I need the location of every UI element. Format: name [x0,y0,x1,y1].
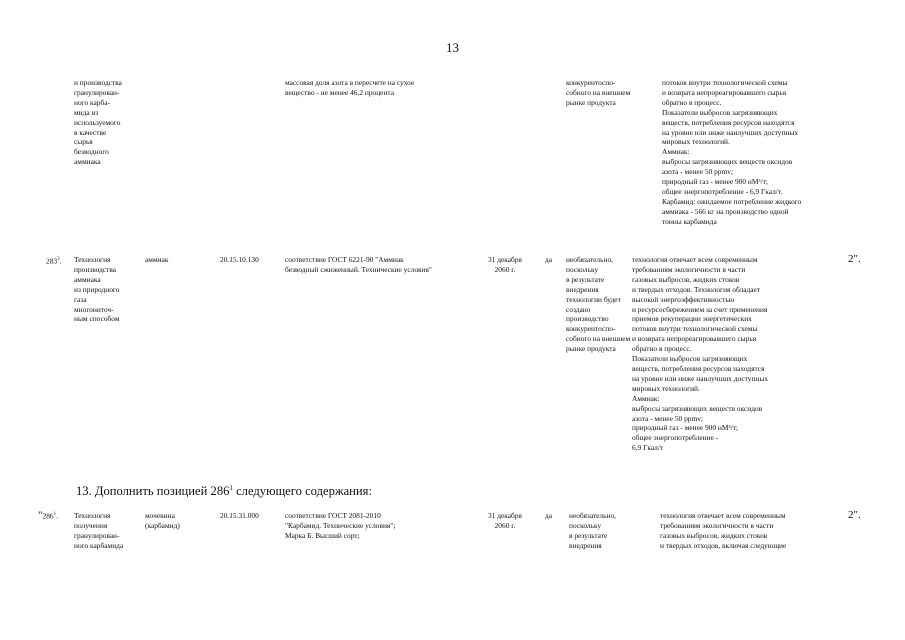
heading-sup: 1 [229,484,233,492]
position-sup: 3 [57,257,60,262]
position-main: 283 [46,256,58,266]
closing-quote: ". [853,253,861,265]
position-main: 286 [42,511,54,521]
heading-post: следующего содержания: [232,484,372,499]
technology-cell: Технология производства аммиака из природного газа многониточ- ным способом [74,255,120,324]
standard-cell: массовая доля азота в пересчете на сухое вещество - не менее 46,2 процента [285,78,415,97]
closing-quote: ". [853,509,861,521]
last-col-value: 2 [848,253,854,265]
open-quote: " [38,509,43,522]
position-dot: . [56,511,58,521]
position-dot: . [59,256,62,266]
page-number: 13 [446,40,459,55]
code-cell: 20.15.10.130 [220,255,259,264]
description-cell: технология отвечает всем современным требованиям экологичности в части газовых выбросов, жидких стоков и твердых отходов, включая следующие [660,511,787,550]
code-cell: 20.15.31.000 [220,511,259,520]
position-number [46,255,61,266]
description-cell: технология отвечает всем современным требованиям экологичности в части газовых выбросов, жидких стоков и твердых отходов. Технология обладает высокой энергоэффективностью и ресурсосбережением за счет применения приемов рекуперации энергетических потоков внутри технологической схемы и возврата непрореагировавшего сырья обратно в процесс. Показатели выбросов загрязняющих веществ, потребления ресурсов находятся на уровне или ниже наилучших доступных мировых технологий. Аммиак: выбросы загрязняющих веществ оксидов азота - менее 50 ppmv; природный газ - менее 900 нМ³/т; общее энергопотребление - 6,9 Гкал/т [632,255,769,453]
flag-cell: да [545,511,553,520]
last-col-value: 2 [848,509,854,521]
standard-cell: соответствие ГОСТ 2081-2010 "Карбамид. Технические условия"; Марка Б. Высший сорт; [285,511,396,540]
heading-pre: 13. Дополнить позицией 286 [76,484,230,499]
standard-cell: соответствие ГОСТ 6221-90 "Аммиак безводный сжиженный. Технические условия" [285,255,432,274]
position-number [38,510,58,521]
last-column [848,253,861,265]
section-heading [76,484,372,499]
flag-cell: да [545,255,553,264]
date-cell: 31 декабря 2060 г. [488,255,522,274]
last-column [848,509,861,521]
date-cell: 31 декабря 2060 г. [488,511,522,530]
technology-cell: и производства гранулирован- ного карба- мида из используемого в качестве сырья безводного аммиака [74,78,122,167]
note-cell: необязательно, поскольку в результате внедрения технологии будет создано производство конкурентоспо- собного на внешнем рынке продукта [566,255,631,354]
product-cell: аммиак [145,255,169,264]
description-cell: потоков внутри технологической схемы и возврата непрореагировавшего сырья обратно в процесс. Показатели выбросов загрязняющих веществ, потребления ресурсов находятся на уровне или ниже наилучших доступных мировых технологий. Аммиак: выбросы загрязняющих веществ оксидов азота - менее 50 ppmv; природный газ - менее 900 нМ³/т; общее энергопотребление - 6,9 Гкал/т. Карбамид: ожидаемое потребление жидкого аммиака - 566 кг на производство одной тонны карбамида [662,78,802,226]
position-sup: 1 [53,512,57,517]
product-cell: мочевина (карбамид) [145,511,180,530]
technology-cell: Технология получения гранулирован- ного карбамида [74,511,124,550]
note-cell: конкурентоспо- собного на внешнем рынке продукта [566,78,631,107]
note-cell: необязательно, поскольку в результате внедрения [569,511,616,550]
